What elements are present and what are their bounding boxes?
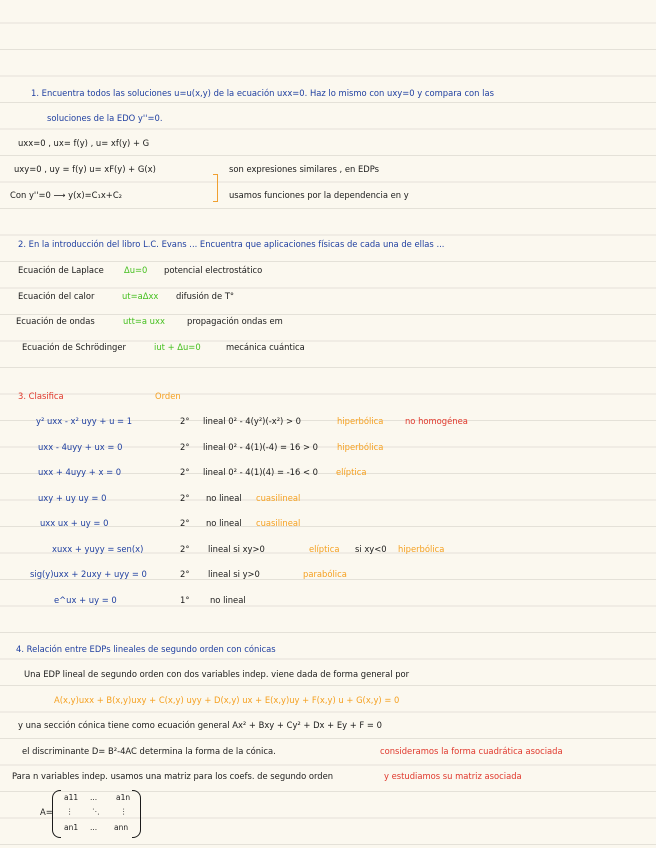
matrix-left-paren — [52, 790, 61, 838]
orden-header: Orden — [155, 391, 181, 401]
matrix-an1: an1 — [64, 823, 79, 832]
pde-linearity: lineal 0² - 4(y²)(-x²) > 0 — [203, 416, 301, 426]
matrix-ann: ann — [114, 823, 129, 832]
section-4-title: 4. Relación entre EDPs lineales de segundo orden con cónicas — [16, 644, 276, 654]
pde-eq: sig(y)uxx + 2uxy + uyy = 0 — [30, 569, 147, 579]
pde-class: cuasilineal — [256, 518, 301, 528]
pde-linearity: lineal 0² - 4(1)(4) = -16 < 0 — [203, 467, 319, 477]
section-3-title: 3. Clasifica — [18, 391, 64, 401]
matrix-label: A= — [40, 807, 53, 817]
pde-order: 2° — [180, 518, 190, 528]
matrix-dots-d: ⋱ — [92, 807, 100, 816]
eq-desc: difusión de T° — [176, 291, 235, 301]
s4-line-5b: y estudiamos su matriz asociada — [384, 771, 522, 781]
pde-eq: e^ux + uy = 0 — [54, 595, 117, 605]
pde-order: 2° — [180, 544, 190, 554]
pde-class: cuasilineal — [256, 493, 301, 503]
eq-formula: utt=a uxx — [123, 316, 165, 326]
coefficient-matrix — [40, 790, 150, 838]
pde-class: elíptica — [309, 544, 340, 554]
eq-name: Ecuación de ondas — [16, 316, 95, 326]
eq-name: Ecuación del calor — [18, 291, 95, 301]
pde-linearity: lineal si xy>0 — [208, 544, 265, 554]
section-1-title-cont: soluciones de la EDO y''=0. — [47, 113, 163, 123]
pde-class: hiperbólica — [337, 416, 384, 426]
pde-class-2: hiperbólica — [398, 544, 445, 554]
pde-linearity: no lineal — [206, 493, 242, 503]
s1-line-3: Con y''=0 ⟶ y(x)=C₁x+C₂ — [10, 190, 123, 200]
eq-desc: mecánica cuántica — [226, 342, 305, 352]
pde-eq: uxx + 4uyy + x = 0 — [38, 467, 122, 477]
s4-line-3: y una sección cónica tiene como ecuación general Ax² + Bxy + Cy² + Dx + Ey + F = 0 — [18, 720, 382, 730]
pde-eq: uxy + uy uy = 0 — [38, 493, 107, 503]
s4-line-1: Una EDP lineal de segundo orden con dos variables indep. viene dada de forma general por — [24, 669, 410, 679]
matrix-dots-v: ⋮ — [66, 807, 74, 816]
eq-formula: iut + Δu=0 — [154, 342, 201, 352]
s1-line-2: uxy=0 , uy = f(y) u= xF(y) + G(x) — [14, 164, 156, 174]
eq-desc: propagación ondas em — [187, 316, 283, 326]
pde-class: elíptica — [336, 467, 367, 477]
section-2-title: 2. En la introducción del libro L.C. Evans ... Encuentra que aplicaciones físicas de cada una de ellas ... — [18, 239, 445, 249]
s1-note-1: son expresiones similares , en EDPs — [229, 164, 379, 174]
eq-desc: potencial electrostático — [164, 265, 263, 275]
matrix-right-paren — [132, 790, 141, 838]
s1-line-1: uxx=0 , ux= f(y) , u= xf(y) + G — [18, 138, 150, 148]
s4-line-4b: consideramos la forma cuadrática asociada — [380, 746, 563, 756]
matrix-dots-h: ... — [90, 793, 98, 802]
pde-order: 2° — [180, 467, 190, 477]
matrix-a11: a11 — [64, 793, 79, 802]
matrix-a1n: a1n — [116, 793, 131, 802]
pde-order: 2° — [180, 442, 190, 452]
pde-eq: uxx ux + uy = 0 — [40, 518, 109, 528]
pde-extra: si xy<0 — [355, 544, 387, 554]
eq-name: Ecuación de Schrödinger — [22, 342, 126, 352]
pde-linearity: lineal si y>0 — [208, 569, 260, 579]
s4-line-5a: Para n variables indep. usamos una matriz para los coefs. de segundo orden — [12, 771, 334, 781]
pde-order: 2° — [180, 493, 190, 503]
pde-class: parabólica — [303, 569, 347, 579]
pde-eq: xuxx + yuyy = sen(x) — [52, 544, 144, 554]
eq-formula: Δu=0 — [124, 265, 148, 275]
pde-linearity: lineal 0² - 4(1)(-4) = 16 > 0 — [203, 442, 319, 452]
matrix-dots-v: ⋮ — [120, 807, 128, 816]
matrix-dots-h: ... — [90, 823, 98, 832]
bracket-brace — [213, 174, 218, 202]
section-1-title: 1. Encuentra todos las soluciones u=u(x,y) de la ecuación uxx=0. Haz lo mismo con uxy=0 y compara con las — [31, 88, 494, 98]
pde-order: 1° — [180, 595, 190, 605]
s4-line-4a: el discriminante D= B²-4AC determina la forma de la cónica. — [22, 746, 276, 756]
s1-note-2: usamos funciones por la dependencia en y — [229, 190, 409, 200]
pde-class: hiperbólica — [337, 442, 384, 452]
pde-eq: uxx - 4uyy + ux = 0 — [38, 442, 123, 452]
pde-order: 2° — [180, 569, 190, 579]
pde-extra: no homogénea — [405, 416, 468, 426]
eq-formula: ut=aΔxx — [122, 291, 159, 301]
pde-linearity: no lineal — [206, 518, 242, 528]
eq-name: Ecuación de Laplace — [18, 265, 104, 275]
pde-linearity: no lineal — [210, 595, 246, 605]
s4-line-2: A(x,y)uxx + B(x,y)uxy + C(x,y) uyy + D(x,y) ux + E(x,y)uy + F(x,y) u + G(x,y) = 0 — [54, 695, 400, 705]
pde-order: 2° — [180, 416, 190, 426]
pde-eq: y² uxx - x² uyy + u = 1 — [36, 416, 133, 426]
